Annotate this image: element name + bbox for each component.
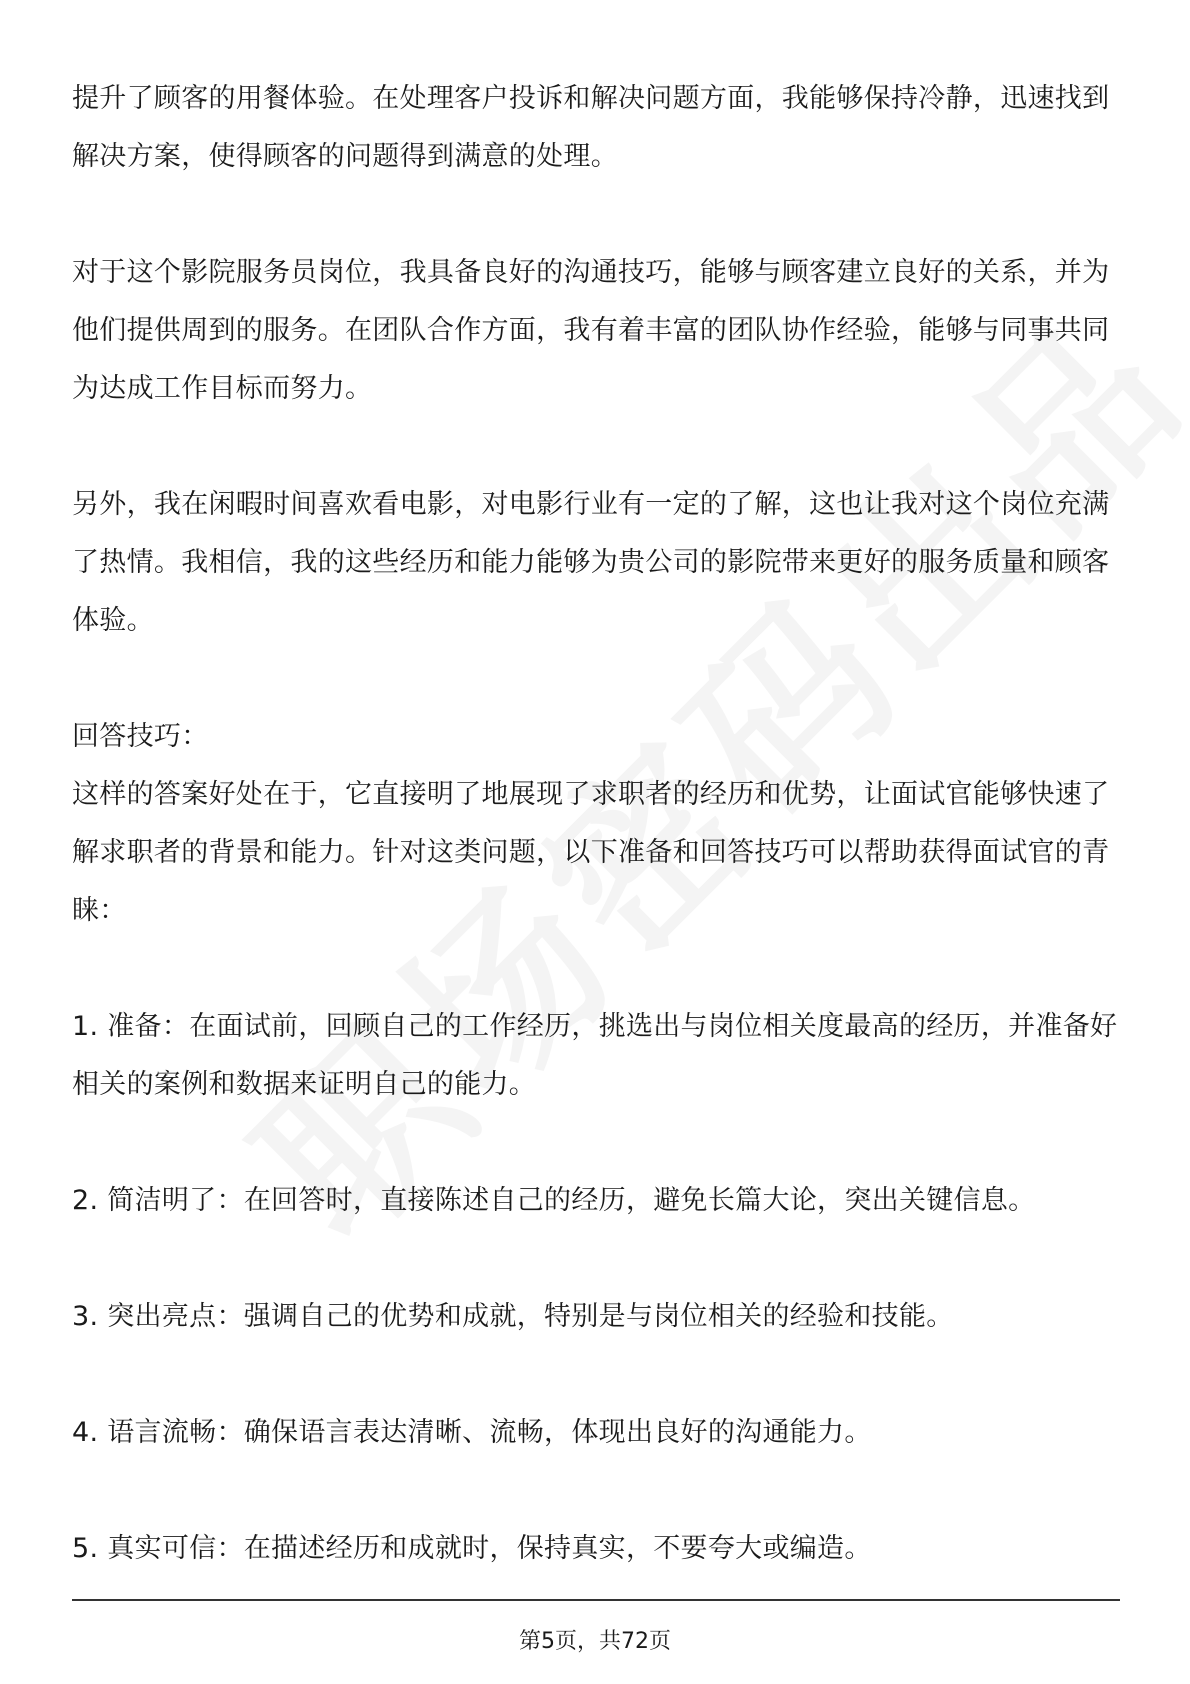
page-number: 第5页，共72页 [519,1629,671,1654]
footer-divider [72,1599,1120,1601]
tip-item-3: 3. 突出亮点：强调自己的优势和成就，特别是与岗位相关的经验和技能。 [72,1301,954,1332]
paragraph-1: 提升了顾客的用餐体验。在处理客户投诉和解决问题方面，我能够保持冷静，迅速找到解决方案，使得顾客的问题得到满意的处理。 [72,83,1110,172]
tip-item-2: 2. 简洁明了：在回答时，直接陈述自己的经历，避免长篇大论，突出关键信息。 [72,1185,1036,1216]
paragraph-3: 另外，我在闲暇时间喜欢看电影，对电影行业有一定的了解，这也让我对这个岗位充满了热情。我相信，我的这些经历和能力能够为贵公司的影院带来更好的服务质量和顾客体验。 [72,489,1110,636]
tips-heading: 回答技巧： [72,721,209,752]
paragraph-2: 对于这个影院服务员岗位，我具备良好的沟通技巧，能够与顾客建立良好的关系，并为他们提供周到的服务。在团队合作方面，我有着丰富的团队协作经验，能够与同事共同为达成工作目标而努力。 [72,257,1110,404]
tip-item-5: 5. 真实可信：在描述经历和成就时，保持真实，不要夸大或编造。 [72,1533,872,1564]
tips-intro: 这样的答案好处在于，它直接明了地展现了求职者的经历和优势，让面试官能够快速了解求职者的背景和能力。针对这类问题，以下准备和回答技巧可以帮助获得面试官的青睐： [72,779,1110,926]
document-body [72,70,1122,1578]
tip-item-4: 4. 语言流畅：确保语言表达清晰、流畅，体现出良好的沟通能力。 [72,1417,872,1448]
tip-item-1: 1. 准备：在面试前，回顾自己的工作经历，挑选出与岗位相关度最高的经历，并准备好相关的案例和数据来证明自己的能力。 [72,1011,1118,1100]
